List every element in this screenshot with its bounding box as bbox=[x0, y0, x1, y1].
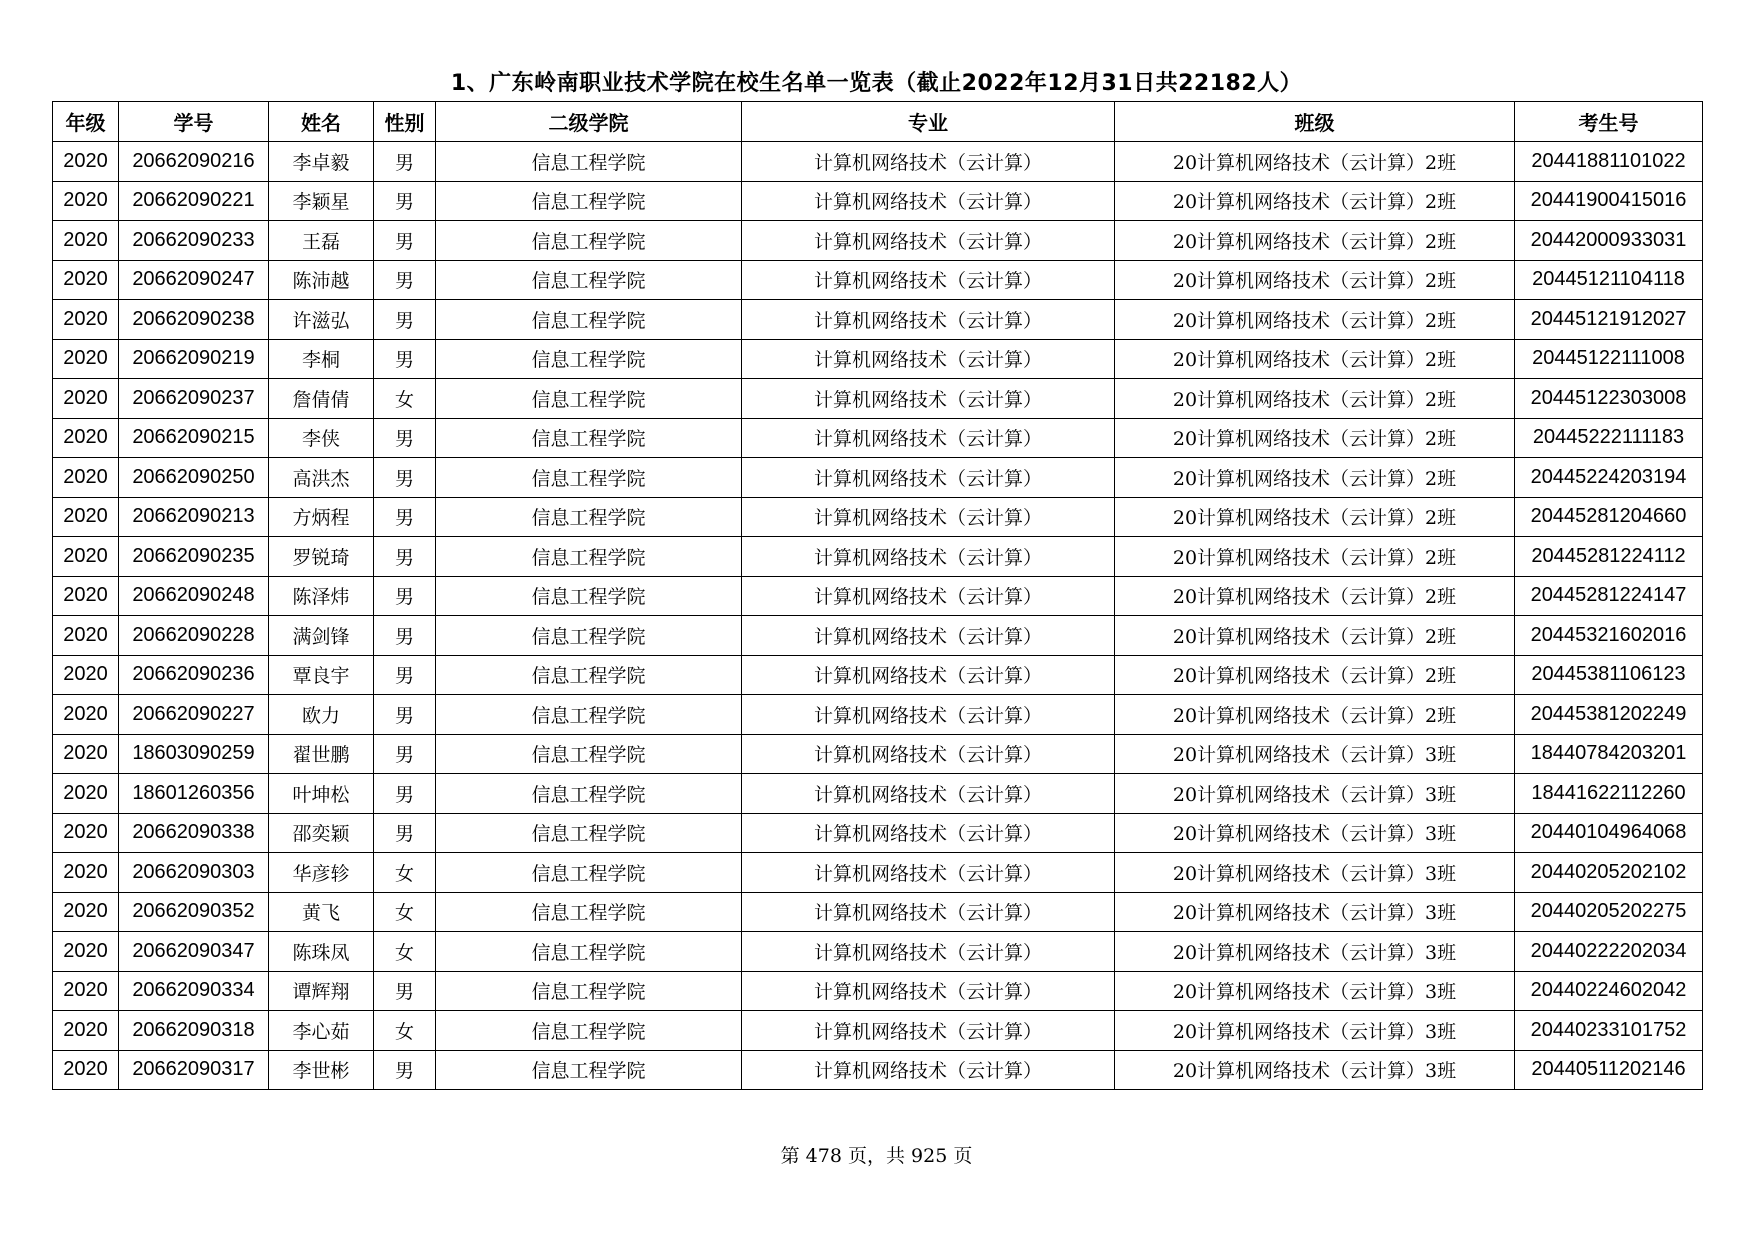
table-row bbox=[53, 458, 1703, 498]
cell-class: 20计算机网络技术（云计算）2班 bbox=[1115, 300, 1515, 340]
cell-student-id: 20662090216 bbox=[119, 142, 269, 182]
cell-gender: 男 bbox=[374, 576, 436, 616]
column-header-major: 专业 bbox=[742, 102, 1115, 142]
cell-gender: 男 bbox=[374, 616, 436, 656]
table-row bbox=[53, 418, 1703, 458]
cell-class: 20计算机网络技术（云计算）3班 bbox=[1115, 774, 1515, 814]
cell-college: 信息工程学院 bbox=[436, 774, 742, 814]
cell-class: 20计算机网络技术（云计算）3班 bbox=[1115, 853, 1515, 893]
cell-class: 20计算机网络技术（云计算）3班 bbox=[1115, 1050, 1515, 1090]
cell-college: 信息工程学院 bbox=[436, 576, 742, 616]
cell-grade: 2020 bbox=[53, 655, 119, 695]
cell-exam-number: 20441881101022 bbox=[1515, 142, 1703, 182]
cell-class: 20计算机网络技术（云计算）2班 bbox=[1115, 379, 1515, 419]
cell-college: 信息工程学院 bbox=[436, 655, 742, 695]
cell-exam-number: 20445381202249 bbox=[1515, 695, 1703, 735]
cell-exam-number: 20445121104118 bbox=[1515, 260, 1703, 300]
cell-grade: 2020 bbox=[53, 971, 119, 1011]
cell-name: 陈沛越 bbox=[269, 260, 374, 300]
cell-student-id: 20662090236 bbox=[119, 655, 269, 695]
cell-student-id: 20662090228 bbox=[119, 616, 269, 656]
cell-exam-number: 20440224602042 bbox=[1515, 971, 1703, 1011]
cell-exam-number: 20445321602016 bbox=[1515, 616, 1703, 656]
cell-gender: 男 bbox=[374, 655, 436, 695]
cell-college: 信息工程学院 bbox=[436, 418, 742, 458]
cell-exam-number: 18440784203201 bbox=[1515, 734, 1703, 774]
cell-name: 陈珠凤 bbox=[269, 932, 374, 972]
cell-grade: 2020 bbox=[53, 576, 119, 616]
cell-major: 计算机网络技术（云计算） bbox=[742, 892, 1115, 932]
cell-class: 20计算机网络技术（云计算）2班 bbox=[1115, 260, 1515, 300]
cell-name: 李颖星 bbox=[269, 181, 374, 221]
cell-exam-number: 20445281224112 bbox=[1515, 537, 1703, 577]
cell-student-id: 20662090248 bbox=[119, 576, 269, 616]
cell-name: 覃良宇 bbox=[269, 655, 374, 695]
cell-class: 20计算机网络技术（云计算）2班 bbox=[1115, 142, 1515, 182]
cell-college: 信息工程学院 bbox=[436, 892, 742, 932]
cell-grade: 2020 bbox=[53, 458, 119, 498]
cell-exam-number: 20442000933031 bbox=[1515, 221, 1703, 261]
table-row bbox=[53, 774, 1703, 814]
cell-major: 计算机网络技术（云计算） bbox=[742, 537, 1115, 577]
table-row bbox=[53, 497, 1703, 537]
cell-major: 计算机网络技术（云计算） bbox=[742, 142, 1115, 182]
cell-college: 信息工程学院 bbox=[436, 971, 742, 1011]
cell-college: 信息工程学院 bbox=[436, 734, 742, 774]
cell-class: 20计算机网络技术（云计算）2班 bbox=[1115, 458, 1515, 498]
cell-gender: 男 bbox=[374, 1050, 436, 1090]
cell-class: 20计算机网络技术（云计算）2班 bbox=[1115, 537, 1515, 577]
cell-class: 20计算机网络技术（云计算）2班 bbox=[1115, 655, 1515, 695]
cell-name: 邵奕颖 bbox=[269, 813, 374, 853]
cell-major: 计算机网络技术（云计算） bbox=[742, 695, 1115, 735]
cell-major: 计算机网络技术（云计算） bbox=[742, 458, 1115, 498]
cell-name: 李侠 bbox=[269, 418, 374, 458]
cell-grade: 2020 bbox=[53, 616, 119, 656]
cell-name: 欧力 bbox=[269, 695, 374, 735]
cell-student-id: 20662090338 bbox=[119, 813, 269, 853]
cell-gender: 男 bbox=[374, 339, 436, 379]
cell-student-id: 20662090303 bbox=[119, 853, 269, 893]
cell-major: 计算机网络技术（云计算） bbox=[742, 971, 1115, 1011]
cell-major: 计算机网络技术（云计算） bbox=[742, 813, 1115, 853]
table-row bbox=[53, 892, 1703, 932]
cell-grade: 2020 bbox=[53, 892, 119, 932]
cell-college: 信息工程学院 bbox=[436, 853, 742, 893]
cell-college: 信息工程学院 bbox=[436, 813, 742, 853]
cell-college: 信息工程学院 bbox=[436, 616, 742, 656]
table-row bbox=[53, 971, 1703, 1011]
column-header-class: 班级 bbox=[1115, 102, 1515, 142]
cell-class: 20计算机网络技术（云计算）3班 bbox=[1115, 813, 1515, 853]
cell-student-id: 18603090259 bbox=[119, 734, 269, 774]
cell-student-id: 20662090219 bbox=[119, 339, 269, 379]
table-row bbox=[53, 1050, 1703, 1090]
cell-name: 李卓毅 bbox=[269, 142, 374, 182]
cell-gender: 男 bbox=[374, 221, 436, 261]
cell-college: 信息工程学院 bbox=[436, 695, 742, 735]
cell-exam-number: 20445121912027 bbox=[1515, 300, 1703, 340]
cell-gender: 男 bbox=[374, 497, 436, 537]
cell-name: 李世彬 bbox=[269, 1050, 374, 1090]
cell-class: 20计算机网络技术（云计算）2班 bbox=[1115, 418, 1515, 458]
cell-name: 华彦轸 bbox=[269, 853, 374, 893]
cell-exam-number: 20445281224147 bbox=[1515, 576, 1703, 616]
cell-class: 20计算机网络技术（云计算）3班 bbox=[1115, 734, 1515, 774]
page-title: 1、广东岭南职业技术学院在校生名单一览表（截止2022年12月31日共22182人） bbox=[450, 71, 1303, 96]
cell-grade: 2020 bbox=[53, 932, 119, 972]
cell-gender: 男 bbox=[374, 458, 436, 498]
cell-grade: 2020 bbox=[53, 497, 119, 537]
cell-student-id: 20662090235 bbox=[119, 537, 269, 577]
cell-major: 计算机网络技术（云计算） bbox=[742, 853, 1115, 893]
cell-college: 信息工程学院 bbox=[436, 339, 742, 379]
table-row bbox=[53, 853, 1703, 893]
table-row bbox=[53, 932, 1703, 972]
cell-college: 信息工程学院 bbox=[436, 221, 742, 261]
cell-student-id: 20662090247 bbox=[119, 260, 269, 300]
cell-college: 信息工程学院 bbox=[436, 181, 742, 221]
cell-college: 信息工程学院 bbox=[436, 379, 742, 419]
cell-gender: 男 bbox=[374, 142, 436, 182]
cell-student-id: 20662090221 bbox=[119, 181, 269, 221]
cell-major: 计算机网络技术（云计算） bbox=[742, 221, 1115, 261]
table-row bbox=[53, 576, 1703, 616]
cell-class: 20计算机网络技术（云计算）2班 bbox=[1115, 339, 1515, 379]
cell-name: 方炳程 bbox=[269, 497, 374, 537]
table-row bbox=[53, 300, 1703, 340]
cell-major: 计算机网络技术（云计算） bbox=[742, 379, 1115, 419]
cell-grade: 2020 bbox=[53, 774, 119, 814]
cell-college: 信息工程学院 bbox=[436, 537, 742, 577]
table-row bbox=[53, 221, 1703, 261]
cell-gender: 男 bbox=[374, 300, 436, 340]
cell-gender: 男 bbox=[374, 181, 436, 221]
cell-student-id: 20662090213 bbox=[119, 497, 269, 537]
cell-grade: 2020 bbox=[53, 181, 119, 221]
cell-name: 叶坤松 bbox=[269, 774, 374, 814]
cell-student-id: 20662090238 bbox=[119, 300, 269, 340]
cell-class: 20计算机网络技术（云计算）2班 bbox=[1115, 181, 1515, 221]
column-header-grade: 年级 bbox=[53, 102, 119, 142]
table-row bbox=[53, 142, 1703, 182]
cell-grade: 2020 bbox=[53, 537, 119, 577]
cell-major: 计算机网络技术（云计算） bbox=[742, 932, 1115, 972]
cell-gender: 女 bbox=[374, 892, 436, 932]
cell-exam-number: 20440233101752 bbox=[1515, 1011, 1703, 1051]
cell-gender: 男 bbox=[374, 813, 436, 853]
cell-grade: 2020 bbox=[53, 1011, 119, 1051]
cell-major: 计算机网络技术（云计算） bbox=[742, 181, 1115, 221]
cell-exam-number: 20445222111183 bbox=[1515, 418, 1703, 458]
cell-grade: 2020 bbox=[53, 379, 119, 419]
table-body bbox=[53, 142, 1703, 1090]
cell-student-id: 20662090233 bbox=[119, 221, 269, 261]
cell-exam-number: 20445122111008 bbox=[1515, 339, 1703, 379]
cell-exam-number: 20445281204660 bbox=[1515, 497, 1703, 537]
cell-grade: 2020 bbox=[53, 260, 119, 300]
table-row bbox=[53, 616, 1703, 656]
cell-student-id: 20662090318 bbox=[119, 1011, 269, 1051]
cell-exam-number: 20445381106123 bbox=[1515, 655, 1703, 695]
cell-major: 计算机网络技术（云计算） bbox=[742, 300, 1115, 340]
cell-class: 20计算机网络技术（云计算）2班 bbox=[1115, 576, 1515, 616]
cell-exam-number: 20441900415016 bbox=[1515, 181, 1703, 221]
cell-college: 信息工程学院 bbox=[436, 260, 742, 300]
cell-student-id: 20662090250 bbox=[119, 458, 269, 498]
cell-college: 信息工程学院 bbox=[436, 1050, 742, 1090]
cell-name: 陈泽炜 bbox=[269, 576, 374, 616]
cell-grade: 2020 bbox=[53, 853, 119, 893]
cell-name: 满剑锋 bbox=[269, 616, 374, 656]
cell-exam-number: 20445122303008 bbox=[1515, 379, 1703, 419]
cell-grade: 2020 bbox=[53, 300, 119, 340]
cell-class: 20计算机网络技术（云计算）2班 bbox=[1115, 221, 1515, 261]
cell-major: 计算机网络技术（云计算） bbox=[742, 774, 1115, 814]
cell-exam-number: 20440104964068 bbox=[1515, 813, 1703, 853]
cell-gender: 女 bbox=[374, 1011, 436, 1051]
cell-college: 信息工程学院 bbox=[436, 1011, 742, 1051]
column-header-college: 二级学院 bbox=[436, 102, 742, 142]
cell-class: 20计算机网络技术（云计算）3班 bbox=[1115, 932, 1515, 972]
cell-student-id: 20662090347 bbox=[119, 932, 269, 972]
cell-student-id: 20662090334 bbox=[119, 971, 269, 1011]
cell-student-id: 20662090237 bbox=[119, 379, 269, 419]
table-row bbox=[53, 537, 1703, 577]
cell-name: 李心茹 bbox=[269, 1011, 374, 1051]
cell-grade: 2020 bbox=[53, 221, 119, 261]
cell-name: 谭辉翔 bbox=[269, 971, 374, 1011]
cell-exam-number: 20440511202146 bbox=[1515, 1050, 1703, 1090]
cell-major: 计算机网络技术（云计算） bbox=[742, 1011, 1115, 1051]
cell-name: 翟世鹏 bbox=[269, 734, 374, 774]
cell-grade: 2020 bbox=[53, 813, 119, 853]
cell-student-id: 20662090227 bbox=[119, 695, 269, 735]
cell-gender: 女 bbox=[374, 379, 436, 419]
cell-major: 计算机网络技术（云计算） bbox=[742, 576, 1115, 616]
cell-gender: 男 bbox=[374, 971, 436, 1011]
cell-gender: 男 bbox=[374, 260, 436, 300]
cell-major: 计算机网络技术（云计算） bbox=[742, 616, 1115, 656]
cell-exam-number: 20440222202034 bbox=[1515, 932, 1703, 972]
cell-class: 20计算机网络技术（云计算）3班 bbox=[1115, 971, 1515, 1011]
column-header-student-id: 学号 bbox=[119, 102, 269, 142]
page-footer: 第 478 页，共 925 页 bbox=[780, 1145, 973, 1167]
cell-gender: 男 bbox=[374, 418, 436, 458]
cell-college: 信息工程学院 bbox=[436, 458, 742, 498]
table-row bbox=[53, 181, 1703, 221]
cell-student-id: 20662090352 bbox=[119, 892, 269, 932]
cell-class: 20计算机网络技术（云计算）3班 bbox=[1115, 1011, 1515, 1051]
column-header-exam-number: 考生号 bbox=[1515, 102, 1703, 142]
cell-gender: 女 bbox=[374, 932, 436, 972]
cell-major: 计算机网络技术（云计算） bbox=[742, 655, 1115, 695]
cell-major: 计算机网络技术（云计算） bbox=[742, 734, 1115, 774]
student-table bbox=[52, 101, 1703, 1090]
cell-gender: 女 bbox=[374, 853, 436, 893]
cell-college: 信息工程学院 bbox=[436, 932, 742, 972]
cell-major: 计算机网络技术（云计算） bbox=[742, 497, 1115, 537]
cell-college: 信息工程学院 bbox=[436, 300, 742, 340]
cell-grade: 2020 bbox=[53, 695, 119, 735]
table-row bbox=[53, 379, 1703, 419]
cell-student-id: 20662090215 bbox=[119, 418, 269, 458]
cell-gender: 男 bbox=[374, 774, 436, 814]
cell-major: 计算机网络技术（云计算） bbox=[742, 418, 1115, 458]
column-header-gender: 性别 bbox=[374, 102, 436, 142]
column-header-name: 姓名 bbox=[269, 102, 374, 142]
cell-grade: 2020 bbox=[53, 1050, 119, 1090]
cell-student-id: 20662090317 bbox=[119, 1050, 269, 1090]
cell-gender: 男 bbox=[374, 537, 436, 577]
table-row bbox=[53, 260, 1703, 300]
cell-class: 20计算机网络技术（云计算）2班 bbox=[1115, 616, 1515, 656]
table-row bbox=[53, 339, 1703, 379]
cell-student-id: 18601260356 bbox=[119, 774, 269, 814]
cell-grade: 2020 bbox=[53, 339, 119, 379]
cell-exam-number: 20440205202275 bbox=[1515, 892, 1703, 932]
table-header-row bbox=[53, 102, 1703, 142]
cell-grade: 2020 bbox=[53, 418, 119, 458]
cell-major: 计算机网络技术（云计算） bbox=[742, 339, 1115, 379]
cell-major: 计算机网络技术（云计算） bbox=[742, 260, 1115, 300]
cell-name: 詹倩倩 bbox=[269, 379, 374, 419]
cell-grade: 2020 bbox=[53, 142, 119, 182]
cell-class: 20计算机网络技术（云计算）2班 bbox=[1115, 695, 1515, 735]
cell-exam-number: 18441622112260 bbox=[1515, 774, 1703, 814]
cell-class: 20计算机网络技术（云计算）3班 bbox=[1115, 892, 1515, 932]
cell-gender: 男 bbox=[374, 734, 436, 774]
table-row bbox=[53, 1011, 1703, 1051]
cell-major: 计算机网络技术（云计算） bbox=[742, 1050, 1115, 1090]
table-row bbox=[53, 813, 1703, 853]
cell-name: 王磊 bbox=[269, 221, 374, 261]
cell-name: 李桐 bbox=[269, 339, 374, 379]
cell-exam-number: 20440205202102 bbox=[1515, 853, 1703, 893]
table-row bbox=[53, 695, 1703, 735]
cell-college: 信息工程学院 bbox=[436, 142, 742, 182]
cell-college: 信息工程学院 bbox=[436, 497, 742, 537]
cell-name: 高洪杰 bbox=[269, 458, 374, 498]
cell-gender: 男 bbox=[374, 695, 436, 735]
cell-name: 黄飞 bbox=[269, 892, 374, 932]
cell-name: 罗锐琦 bbox=[269, 537, 374, 577]
cell-class: 20计算机网络技术（云计算）2班 bbox=[1115, 497, 1515, 537]
table-row bbox=[53, 734, 1703, 774]
table-row bbox=[53, 655, 1703, 695]
cell-name: 许滋弘 bbox=[269, 300, 374, 340]
cell-exam-number: 20445224203194 bbox=[1515, 458, 1703, 498]
cell-grade: 2020 bbox=[53, 734, 119, 774]
